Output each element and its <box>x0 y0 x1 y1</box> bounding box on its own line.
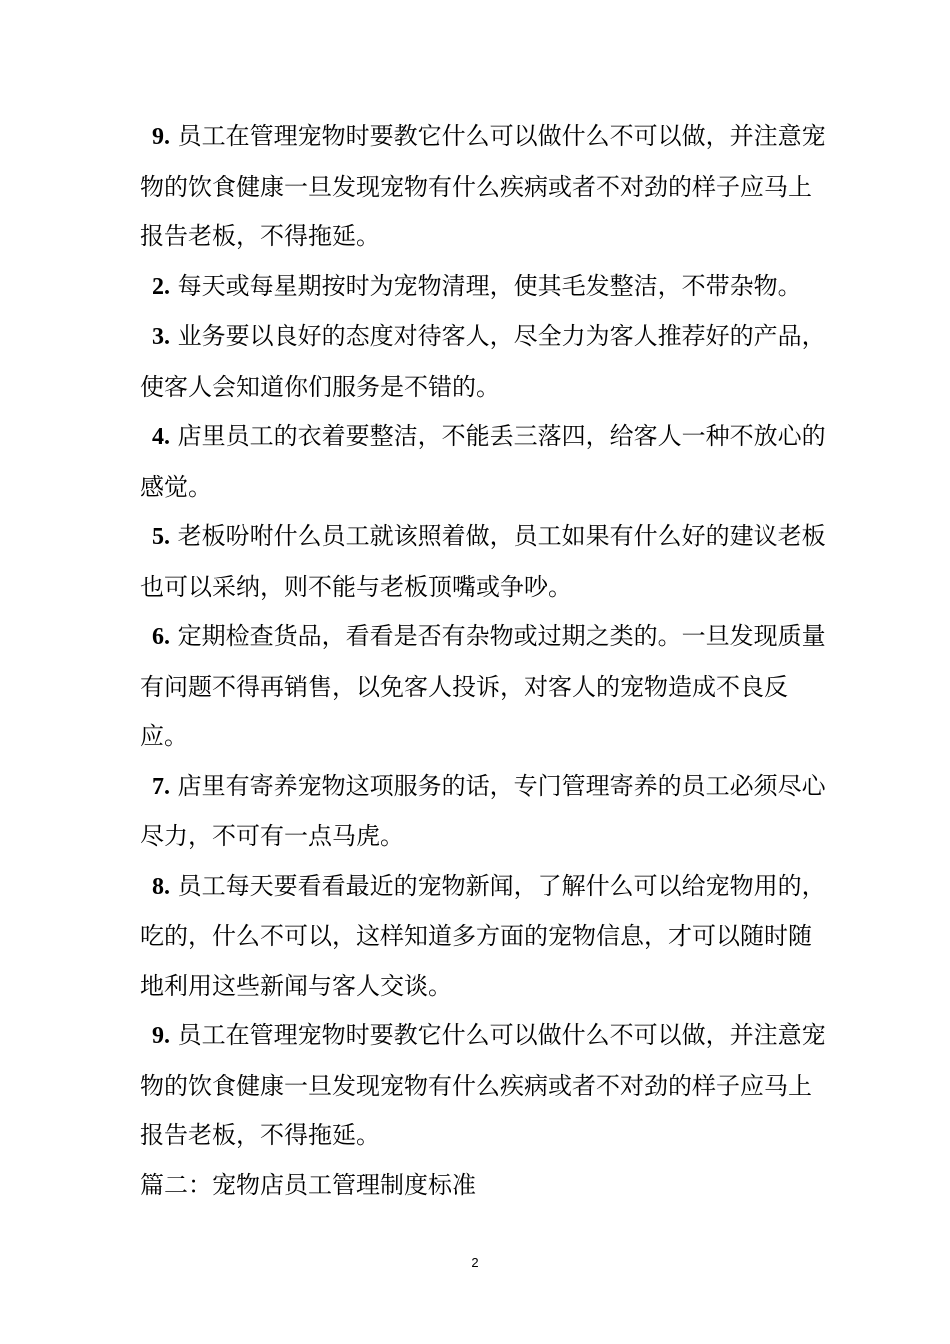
item-text: 店里有寄养宠物这项服务的话，专门管理寄养的员工必须尽心尽力，不可有一点马虎。 <box>140 771 826 850</box>
list-item <box>140 262 830 313</box>
item-number: 6. <box>152 624 170 650</box>
item-number: 9. <box>152 1023 170 1049</box>
item-text: 员工每天要看看最近的宠物新闻，了解什么可以给宠物用的，吃的，什么不可以，这样知道多方面的宠物信息，才可以随时随地利用这些新闻与客人交谈。 <box>140 871 826 1000</box>
list-item <box>140 112 830 262</box>
item-text: 业务要以良好的态度对待客人，尽全力为客人推荐好的产品，使客人会知道你们服务是不错的。 <box>140 322 826 401</box>
item-text: 定期检查货品，看看是否有杂物或过期之类的。一旦发现质量有问题不得再销售，以免客人投诉，对客人的宠物造成不良反应。 <box>140 622 826 750</box>
item-number: 2. <box>152 273 170 300</box>
item-number: 8. <box>152 873 170 900</box>
list-item <box>140 512 830 612</box>
section-heading: 篇二：宠物店员工管理制度标准 <box>140 1170 476 1199</box>
item-number: 9. <box>152 124 170 150</box>
item-text: 员工在管理宠物时要教它什么可以做什么不可以做，并注意宠物的饮食健康一旦发现宠物有什么疾病或者不对劲的样子应马上报告老板，不得拖延。 <box>140 1021 826 1149</box>
item-text: 店里员工的衣着要整洁，不能丢三落四，给客人一种不放心的感觉。 <box>140 422 826 501</box>
item-text: 员工在管理宠物时要教它什么可以做什么不可以做，并注意宠物的饮食健康一旦发现宠物有什么疾病或者不对劲的样子应马上报告老板，不得拖延。 <box>140 122 826 250</box>
list-item <box>140 1011 830 1161</box>
list-item <box>140 312 830 412</box>
item-number: 5. <box>152 524 170 550</box>
item-number: 7. <box>152 773 170 800</box>
item-number: 4. <box>152 424 170 450</box>
item-text: 老板吩咐什么员工就该照着做，员工如果有什么好的建议老板也可以采纳，则不能与老板顶嘴或争吵。 <box>140 522 826 601</box>
list-item <box>140 412 830 512</box>
page-number: 2 <box>471 1255 479 1270</box>
document-body <box>140 112 830 1210</box>
list-item <box>140 762 830 862</box>
item-text: 每天或每星期按时为宠物清理，使其毛发整洁，不带杂物。 <box>177 271 802 300</box>
list-item <box>140 612 830 762</box>
list-item <box>140 862 830 1012</box>
item-number: 3. <box>152 324 170 350</box>
